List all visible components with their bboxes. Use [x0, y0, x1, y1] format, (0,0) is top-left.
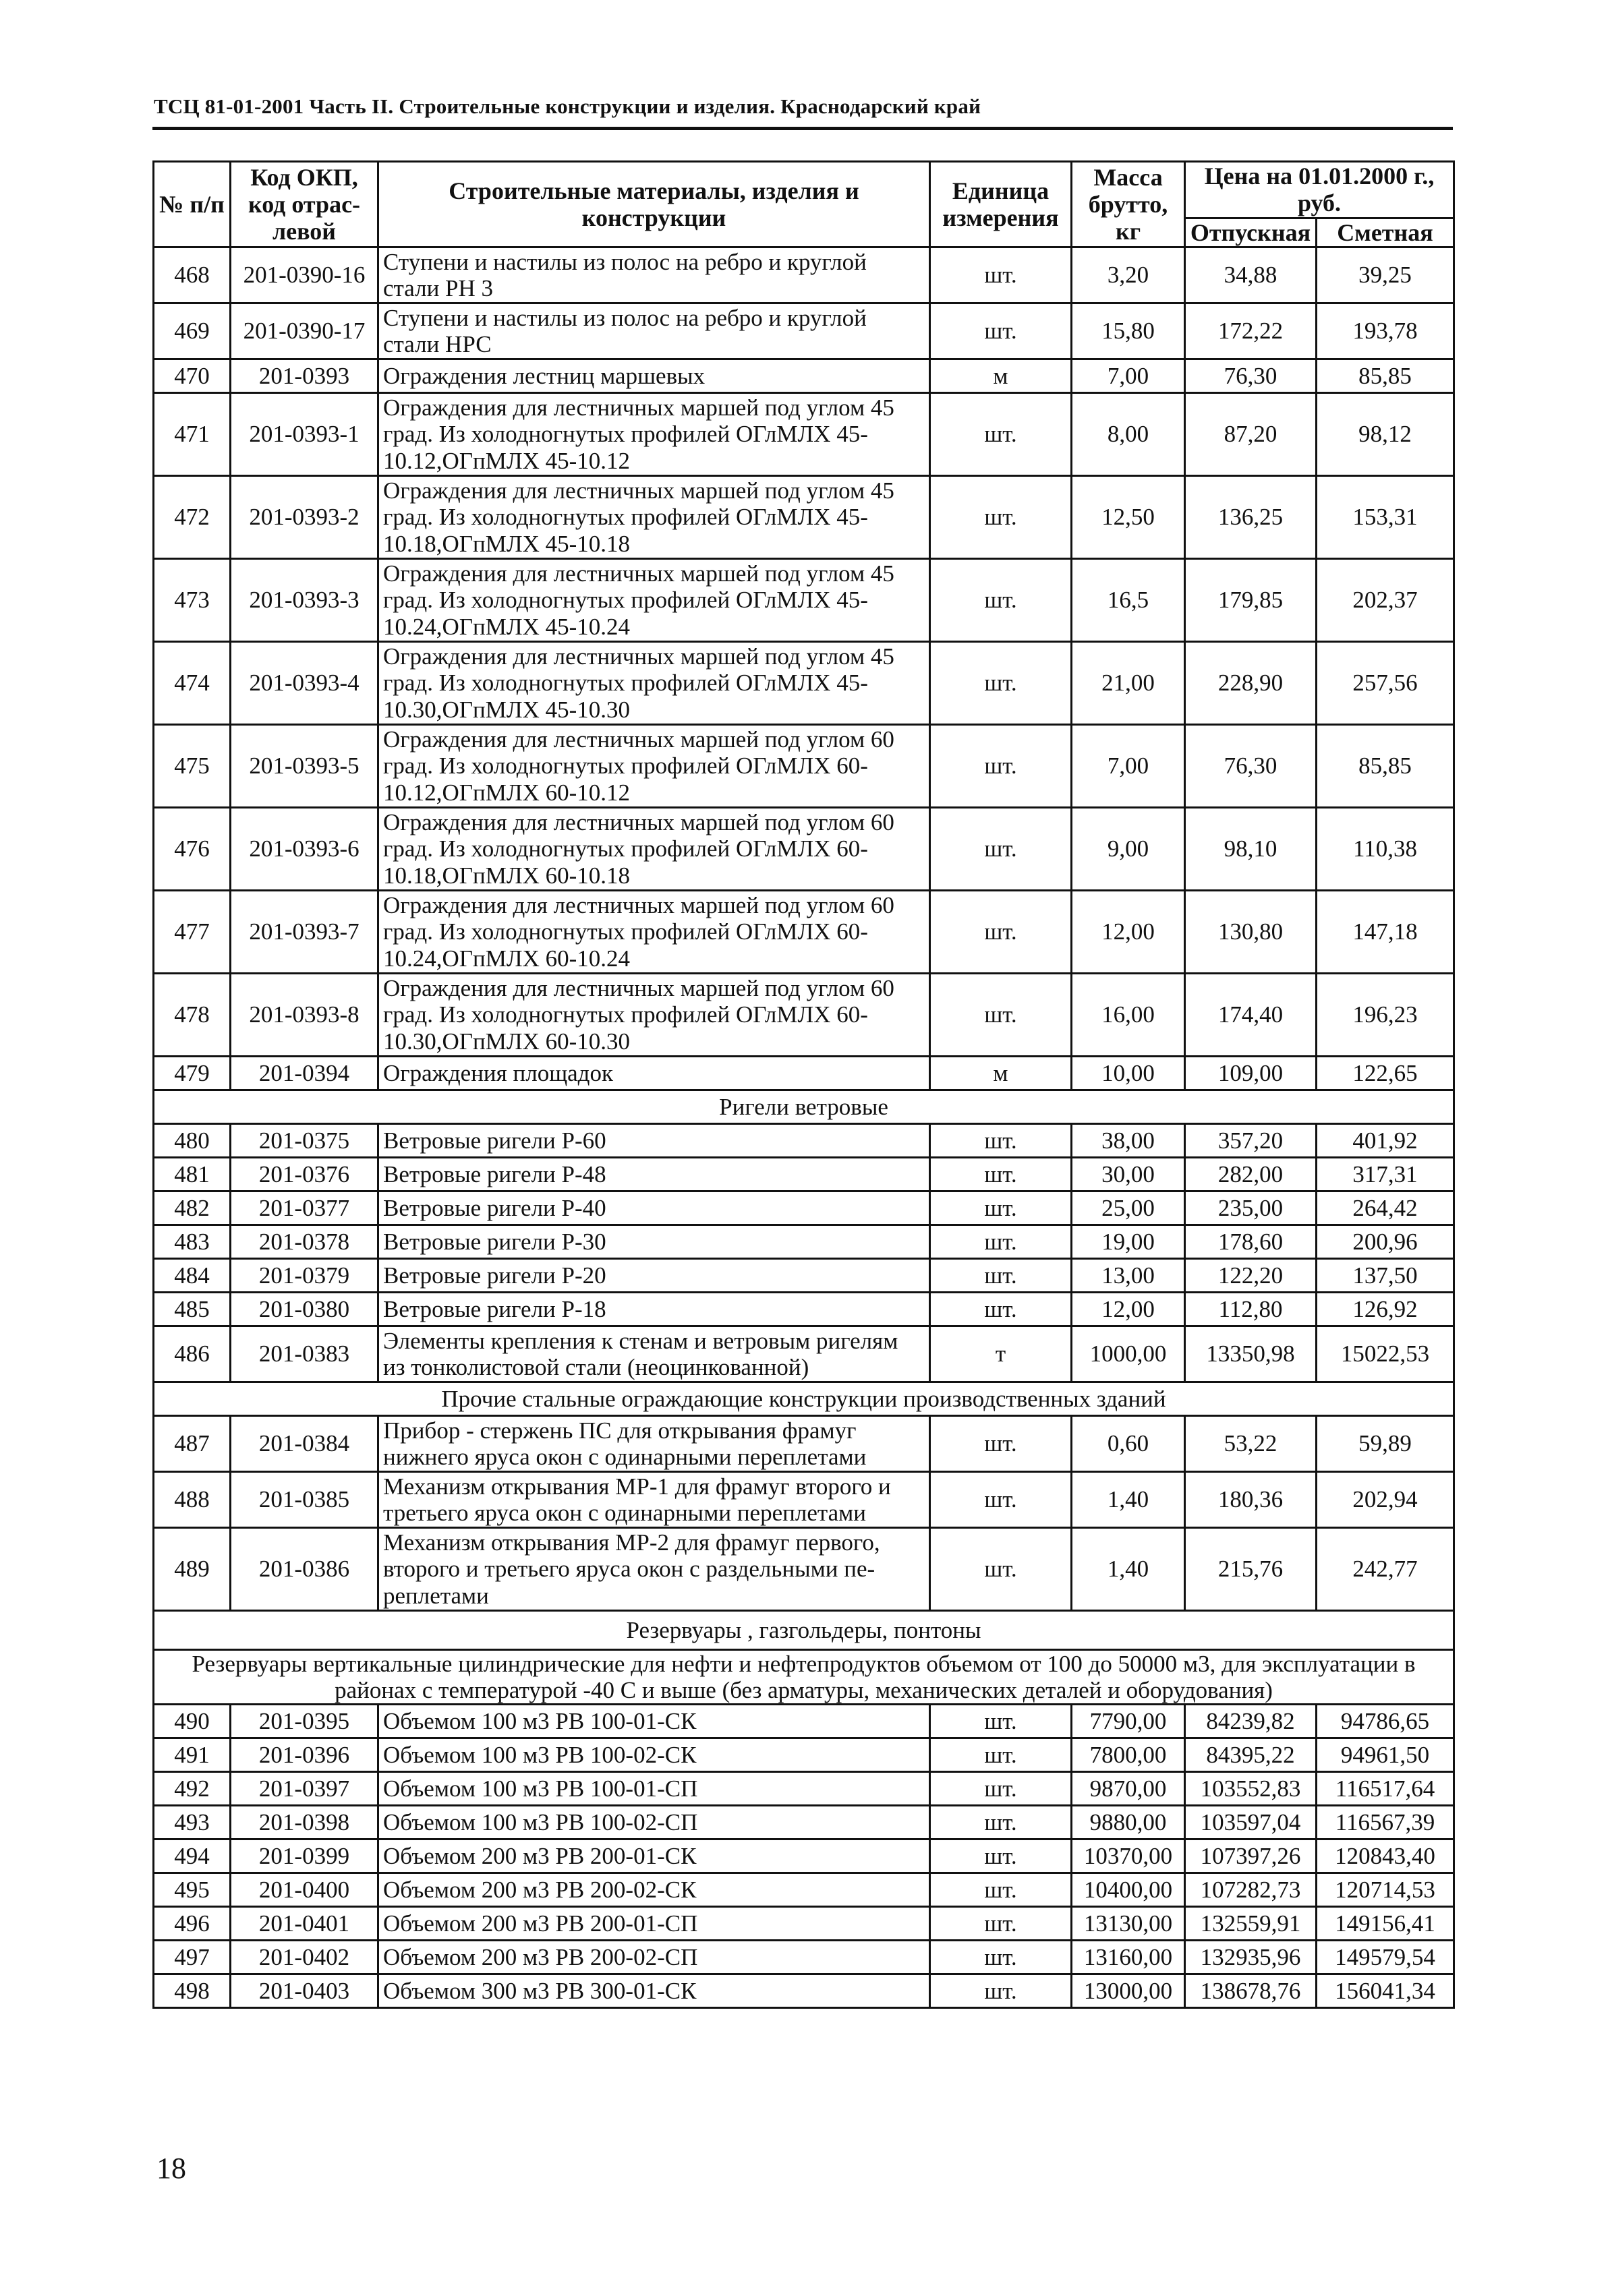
row-code: 201-0393-8 [231, 973, 378, 1056]
row-unit: шт. [930, 1705, 1072, 1738]
row-code: 201-0393-5 [231, 724, 378, 807]
row-release-price: 174,40 [1185, 973, 1317, 1056]
table-row [154, 1527, 1454, 1610]
row-num: 485 [154, 1292, 231, 1326]
row-estimate-price: 39,25 [1317, 247, 1454, 303]
row-code: 201-0384 [231, 1415, 378, 1471]
row-mass: 1,40 [1072, 1471, 1185, 1527]
row-estimate-price: 116517,64 [1317, 1772, 1454, 1806]
row-estimate-price: 85,85 [1317, 724, 1454, 807]
row-name: Объемом 100 м3 РВ 100-02-СП [378, 1806, 930, 1839]
col-mass-header: Масса брутто, кг [1072, 162, 1185, 247]
row-code: 201-0399 [231, 1839, 378, 1873]
col-price-header: Цена на 01.01.2000 г., руб. [1185, 162, 1454, 218]
row-name: Ограждения для лестничных маршей под углом 45 град. Из холодногнутых профилей ОГлМЛХ 45-10.18,ОГпМЛХ 45-10.18 [378, 475, 930, 558]
row-release-price: 228,90 [1185, 641, 1317, 724]
row-name: Ограждения для лестничных маршей под углом 60 град. Из холодногнутых профилей ОГлМЛХ 60-10.24,ОГпМЛХ 60-10.24 [378, 890, 930, 973]
table-row [154, 1056, 1454, 1090]
table-row [154, 303, 1454, 359]
row-mass: 21,00 [1072, 641, 1185, 724]
row-estimate-price: 120843,40 [1317, 1839, 1454, 1873]
row-code: 201-0393-2 [231, 475, 378, 558]
row-num: 474 [154, 641, 231, 724]
row-estimate-price: 153,31 [1317, 475, 1454, 558]
table-row [154, 1123, 1454, 1157]
row-name: Ветровые ригели Р-18 [378, 1292, 930, 1326]
row-unit: шт. [930, 1157, 1072, 1191]
row-name: Объемом 200 м3 РВ 200-01-СК [378, 1839, 930, 1873]
row-mass: 30,00 [1072, 1157, 1185, 1191]
table-row [154, 1258, 1454, 1292]
row-estimate-price: 137,50 [1317, 1258, 1454, 1292]
row-name: Ограждения для лестничных маршей под углом 60 град. Из холодногнутых профилей ОГлМЛХ 60-10.18,ОГпМЛХ 60-10.18 [378, 807, 930, 890]
row-unit: шт. [930, 1123, 1072, 1157]
row-num: 470 [154, 359, 231, 392]
row-release-price: 13350,98 [1185, 1326, 1317, 1382]
row-num: 469 [154, 303, 231, 359]
row-num: 497 [154, 1941, 231, 1974]
row-name: Ограждения лестниц маршевых [378, 359, 930, 392]
table-row [154, 1225, 1454, 1258]
row-name: Объемом 200 м3 РВ 200-02-СК [378, 1873, 930, 1907]
row-estimate-price: 147,18 [1317, 890, 1454, 973]
row-num: 496 [154, 1907, 231, 1941]
col-name-header: Строительные материалы, изделия и конструкции [378, 162, 930, 247]
row-num: 489 [154, 1527, 231, 1610]
row-mass: 7800,00 [1072, 1738, 1185, 1772]
table-row [154, 1806, 1454, 1839]
col-unit-header: Единица измерения [930, 162, 1072, 247]
row-mass: 1,40 [1072, 1527, 1185, 1610]
row-mass: 13160,00 [1072, 1941, 1185, 1974]
row-name: Объемом 200 м3 РВ 200-02-СП [378, 1941, 930, 1974]
row-estimate-price: 242,77 [1317, 1527, 1454, 1610]
row-code: 201-0380 [231, 1292, 378, 1326]
row-mass: 15,80 [1072, 303, 1185, 359]
row-mass: 16,00 [1072, 973, 1185, 1056]
row-code: 201-0393-4 [231, 641, 378, 724]
row-release-price: 122,20 [1185, 1258, 1317, 1292]
row-unit: шт. [930, 890, 1072, 973]
row-estimate-price: 149579,54 [1317, 1941, 1454, 1974]
row-mass: 8,00 [1072, 392, 1185, 475]
row-unit: шт. [930, 1907, 1072, 1941]
row-mass: 13,00 [1072, 1258, 1185, 1292]
table-row [154, 1157, 1454, 1191]
row-num: 486 [154, 1326, 231, 1382]
row-unit: шт. [930, 475, 1072, 558]
row-num: 468 [154, 247, 231, 303]
row-release-price: 103552,83 [1185, 1772, 1317, 1806]
table-row [154, 807, 1454, 890]
row-release-price: 76,30 [1185, 359, 1317, 392]
table-row [154, 1705, 1454, 1738]
row-release-price: 130,80 [1185, 890, 1317, 973]
section-title: Резервуары , газгольдеры, понтоны [154, 1610, 1454, 1649]
row-code: 201-0393 [231, 359, 378, 392]
row-name: Ступени и настилы из полос на ребро и круглой стали НРС [378, 303, 930, 359]
table-row [154, 641, 1454, 724]
row-num: 480 [154, 1123, 231, 1157]
row-code: 201-0402 [231, 1941, 378, 1974]
row-mass: 25,00 [1072, 1191, 1185, 1225]
row-name: Ограждения площадок [378, 1056, 930, 1090]
row-estimate-price: 200,96 [1317, 1225, 1454, 1258]
section-row [154, 1610, 1454, 1649]
table-row [154, 1974, 1454, 2008]
row-estimate-price: 94786,65 [1317, 1705, 1454, 1738]
row-unit: шт. [930, 1873, 1072, 1907]
row-release-price: 357,20 [1185, 1123, 1317, 1157]
row-code: 201-0395 [231, 1705, 378, 1738]
row-num: 473 [154, 558, 231, 641]
row-mass: 16,5 [1072, 558, 1185, 641]
row-num: 494 [154, 1839, 231, 1873]
table-row [154, 724, 1454, 807]
row-num: 495 [154, 1873, 231, 1907]
row-estimate-price: 317,31 [1317, 1157, 1454, 1191]
row-unit: шт. [930, 1527, 1072, 1610]
row-estimate-price: 120714,53 [1317, 1873, 1454, 1907]
row-name: Прибор - стержень ПС для открывания фрамуг нижнего яруса окон с одинарными переплетами [378, 1415, 930, 1471]
row-name: Ветровые ригели Р-40 [378, 1191, 930, 1225]
row-release-price: 34,88 [1185, 247, 1317, 303]
row-code: 201-0376 [231, 1157, 378, 1191]
row-unit: шт. [930, 247, 1072, 303]
row-num: 488 [154, 1471, 231, 1527]
row-code: 201-0383 [231, 1326, 378, 1382]
row-name: Ограждения для лестничных маршей под углом 60 град. Из холодногнутых профилей ОГлМЛХ 60-10.30,ОГпМЛХ 60-10.30 [378, 973, 930, 1056]
row-code: 201-0390-16 [231, 247, 378, 303]
row-estimate-price: 401,92 [1317, 1123, 1454, 1157]
section-title: Ригели ветровые [154, 1090, 1454, 1123]
row-mass: 9880,00 [1072, 1806, 1185, 1839]
row-release-price: 103597,04 [1185, 1806, 1317, 1839]
row-num: 476 [154, 807, 231, 890]
row-release-price: 76,30 [1185, 724, 1317, 807]
row-estimate-price: 196,23 [1317, 973, 1454, 1056]
row-code: 201-0385 [231, 1471, 378, 1527]
row-mass: 7790,00 [1072, 1705, 1185, 1738]
row-unit: шт. [930, 303, 1072, 359]
row-estimate-price: 122,65 [1317, 1056, 1454, 1090]
table-row [154, 359, 1454, 392]
table-row [154, 890, 1454, 973]
row-num: 472 [154, 475, 231, 558]
table-row [154, 475, 1454, 558]
row-estimate-price: 94961,50 [1317, 1738, 1454, 1772]
row-unit: шт. [930, 1258, 1072, 1292]
section-row [154, 1649, 1454, 1704]
price-table [152, 160, 1455, 2009]
row-release-price: 215,76 [1185, 1527, 1317, 1610]
row-code: 201-0378 [231, 1225, 378, 1258]
col-code-header: Код ОКП, код отрас-левой [231, 162, 378, 247]
row-mass: 19,00 [1072, 1225, 1185, 1258]
row-estimate-price: 257,56 [1317, 641, 1454, 724]
row-unit: м [930, 1056, 1072, 1090]
row-unit: шт. [930, 724, 1072, 807]
row-num: 498 [154, 1974, 231, 2008]
row-unit: шт. [930, 1806, 1072, 1839]
row-name: Объемом 300 м3 РВ 300-01-СК [378, 1974, 930, 2008]
page-header: ТСЦ 81-01-2001 Часть II. Строительные конструкции и изделия. Краснодарский край [154, 94, 981, 118]
table-row [154, 973, 1454, 1056]
table-row [154, 1873, 1454, 1907]
row-name: Ограждения для лестничных маршей под углом 45 град. Из холодногнутых профилей ОГлМЛХ 45-10.12,ОГпМЛХ 45-10.12 [378, 392, 930, 475]
row-num: 487 [154, 1415, 231, 1471]
row-name: Ограждения для лестничных маршей под углом 60 град. Из холодногнутых профилей ОГлМЛХ 60-10.12,ОГпМЛХ 60-10.12 [378, 724, 930, 807]
row-code: 201-0379 [231, 1258, 378, 1292]
row-num: 492 [154, 1772, 231, 1806]
row-name: Ограждения для лестничных маршей под углом 45 град. Из холодногнутых профилей ОГлМЛХ 45-10.30,ОГпМЛХ 45-10.30 [378, 641, 930, 724]
row-estimate-price: 264,42 [1317, 1191, 1454, 1225]
page-number: 18 [156, 2152, 186, 2185]
row-release-price: 112,80 [1185, 1292, 1317, 1326]
row-num: 471 [154, 392, 231, 475]
row-mass: 38,00 [1072, 1123, 1185, 1157]
row-release-price: 282,00 [1185, 1157, 1317, 1191]
row-num: 491 [154, 1738, 231, 1772]
row-unit: т [930, 1326, 1072, 1382]
row-code: 201-0377 [231, 1191, 378, 1225]
row-release-price: 107397,26 [1185, 1839, 1317, 1873]
row-estimate-price: 116567,39 [1317, 1806, 1454, 1839]
row-unit: шт. [930, 1772, 1072, 1806]
row-mass: 10400,00 [1072, 1873, 1185, 1907]
row-num: 482 [154, 1191, 231, 1225]
table-row [154, 1738, 1454, 1772]
table-row [154, 392, 1454, 475]
table-row [154, 1471, 1454, 1527]
row-release-price: 84395,22 [1185, 1738, 1317, 1772]
section-row [154, 1090, 1454, 1123]
row-estimate-price: 59,89 [1317, 1415, 1454, 1471]
row-name: Элементы крепления к стенам и ветровым ригелям из тонколистовой стали (неоцинкованной) [378, 1326, 930, 1382]
row-name: Ограждения для лестничных маршей под углом 45 град. Из холодногнутых профилей ОГлМЛХ 45-10.24,ОГпМЛХ 45-10.24 [378, 558, 930, 641]
row-num: 479 [154, 1056, 231, 1090]
row-estimate-price: 156041,34 [1317, 1974, 1454, 2008]
row-name: Ветровые ригели Р-20 [378, 1258, 930, 1292]
row-name: Ветровые ригели Р-30 [378, 1225, 930, 1258]
row-code: 201-0393-6 [231, 807, 378, 890]
row-unit: м [930, 359, 1072, 392]
row-estimate-price: 193,78 [1317, 303, 1454, 359]
row-code: 201-0393-1 [231, 392, 378, 475]
row-name: Ветровые ригели Р-48 [378, 1157, 930, 1191]
section-row [154, 1382, 1454, 1415]
row-release-price: 136,25 [1185, 475, 1317, 558]
row-release-price: 179,85 [1185, 558, 1317, 641]
row-mass: 1000,00 [1072, 1326, 1185, 1382]
row-estimate-price: 202,37 [1317, 558, 1454, 641]
table-row [154, 1839, 1454, 1873]
row-unit: шт. [930, 1225, 1072, 1258]
row-mass: 10370,00 [1072, 1839, 1185, 1873]
row-release-price: 132559,91 [1185, 1907, 1317, 1941]
row-release-price: 107282,73 [1185, 1873, 1317, 1907]
row-release-price: 180,36 [1185, 1471, 1317, 1527]
row-mass: 13000,00 [1072, 1974, 1185, 2008]
row-code: 201-0375 [231, 1123, 378, 1157]
row-mass: 10,00 [1072, 1056, 1185, 1090]
row-release-price: 109,00 [1185, 1056, 1317, 1090]
row-name: Объемом 100 м3 РВ 100-01-СП [378, 1772, 930, 1806]
row-release-price: 53,22 [1185, 1415, 1317, 1471]
row-release-price: 172,22 [1185, 303, 1317, 359]
row-mass: 3,20 [1072, 247, 1185, 303]
row-unit: шт. [930, 1191, 1072, 1225]
row-unit: шт. [930, 558, 1072, 641]
row-mass: 13130,00 [1072, 1907, 1185, 1941]
row-release-price: 138678,76 [1185, 1974, 1317, 2008]
row-code: 201-0394 [231, 1056, 378, 1090]
row-num: 483 [154, 1225, 231, 1258]
row-num: 475 [154, 724, 231, 807]
row-unit: шт. [930, 1974, 1072, 2008]
header-rule [152, 127, 1453, 130]
row-code: 201-0403 [231, 1974, 378, 2008]
row-release-price: 235,00 [1185, 1191, 1317, 1225]
row-unit: шт. [930, 1738, 1072, 1772]
table-row [154, 1415, 1454, 1471]
row-num: 481 [154, 1157, 231, 1191]
row-estimate-price: 149156,41 [1317, 1907, 1454, 1941]
row-name: Объемом 200 м3 РВ 200-01-СП [378, 1907, 930, 1941]
row-unit: шт. [930, 1839, 1072, 1873]
row-unit: шт. [930, 392, 1072, 475]
row-unit: шт. [930, 1471, 1072, 1527]
row-name: Механизм открывания МР-2 для фрамуг первого, второго и третьего яруса окон с раздельными пе-реплетами [378, 1527, 930, 1610]
row-code: 201-0396 [231, 1738, 378, 1772]
table-row [154, 1326, 1454, 1382]
table-row [154, 1191, 1454, 1225]
row-release-price: 84239,82 [1185, 1705, 1317, 1738]
row-mass: 9870,00 [1072, 1772, 1185, 1806]
row-estimate-price: 15022,53 [1317, 1326, 1454, 1382]
row-release-price: 178,60 [1185, 1225, 1317, 1258]
row-estimate-price: 98,12 [1317, 392, 1454, 475]
row-num: 477 [154, 890, 231, 973]
table-row [154, 1772, 1454, 1806]
row-mass: 0,60 [1072, 1415, 1185, 1471]
row-name: Механизм открывания МР-1 для фрамуг второго и третьего яруса окон с одинарными переплетами [378, 1471, 930, 1527]
row-unit: шт. [930, 1415, 1072, 1471]
table-row [154, 1292, 1454, 1326]
row-estimate-price: 202,94 [1317, 1471, 1454, 1527]
row-code: 201-0393-7 [231, 890, 378, 973]
row-estimate-price: 85,85 [1317, 359, 1454, 392]
row-mass: 7,00 [1072, 359, 1185, 392]
row-unit: шт. [930, 1292, 1072, 1326]
section-subtitle: Резервуары вертикальные цилиндрические для нефти и нефтепродуктов объемом от 100 до 50000 м3, для эксплуатации в районах с температурой -40 С и выше (без арматуры, механических деталей и оборудования) [154, 1649, 1454, 1704]
row-num: 478 [154, 973, 231, 1056]
table-row [154, 558, 1454, 641]
row-num: 484 [154, 1258, 231, 1292]
table-row [154, 1907, 1454, 1941]
row-unit: шт. [930, 641, 1072, 724]
row-unit: шт. [930, 973, 1072, 1056]
row-release-price: 98,10 [1185, 807, 1317, 890]
row-release-price: 132935,96 [1185, 1941, 1317, 1974]
row-mass: 12,00 [1072, 890, 1185, 973]
row-estimate-price: 110,38 [1317, 807, 1454, 890]
table-row [154, 247, 1454, 303]
row-mass: 12,00 [1072, 1292, 1185, 1326]
row-code: 201-0397 [231, 1772, 378, 1806]
row-unit: шт. [930, 807, 1072, 890]
row-num: 490 [154, 1705, 231, 1738]
col-estimate-header: Сметная [1317, 218, 1454, 247]
row-code: 201-0386 [231, 1527, 378, 1610]
row-mass: 12,50 [1072, 475, 1185, 558]
row-estimate-price: 126,92 [1317, 1292, 1454, 1326]
col-release-header: Отпускная [1185, 218, 1317, 247]
row-mass: 9,00 [1072, 807, 1185, 890]
row-name: Объемом 100 м3 РВ 100-02-СК [378, 1738, 930, 1772]
row-code: 201-0390-17 [231, 303, 378, 359]
table-row [154, 1941, 1454, 1974]
row-unit: шт. [930, 1941, 1072, 1974]
row-code: 201-0393-3 [231, 558, 378, 641]
row-code: 201-0398 [231, 1806, 378, 1839]
row-name: Объемом 100 м3 РВ 100-01-СК [378, 1705, 930, 1738]
row-release-price: 87,20 [1185, 392, 1317, 475]
row-name: Ступени и настилы из полос на ребро и круглой стали РН 3 [378, 247, 930, 303]
row-code: 201-0401 [231, 1907, 378, 1941]
row-mass: 7,00 [1072, 724, 1185, 807]
col-num-header: № п/п [154, 162, 231, 247]
row-num: 493 [154, 1806, 231, 1839]
row-code: 201-0400 [231, 1873, 378, 1907]
section-title: Прочие стальные ограждающие конструкции производственных зданий [154, 1382, 1454, 1415]
row-name: Ветровые ригели Р-60 [378, 1123, 930, 1157]
